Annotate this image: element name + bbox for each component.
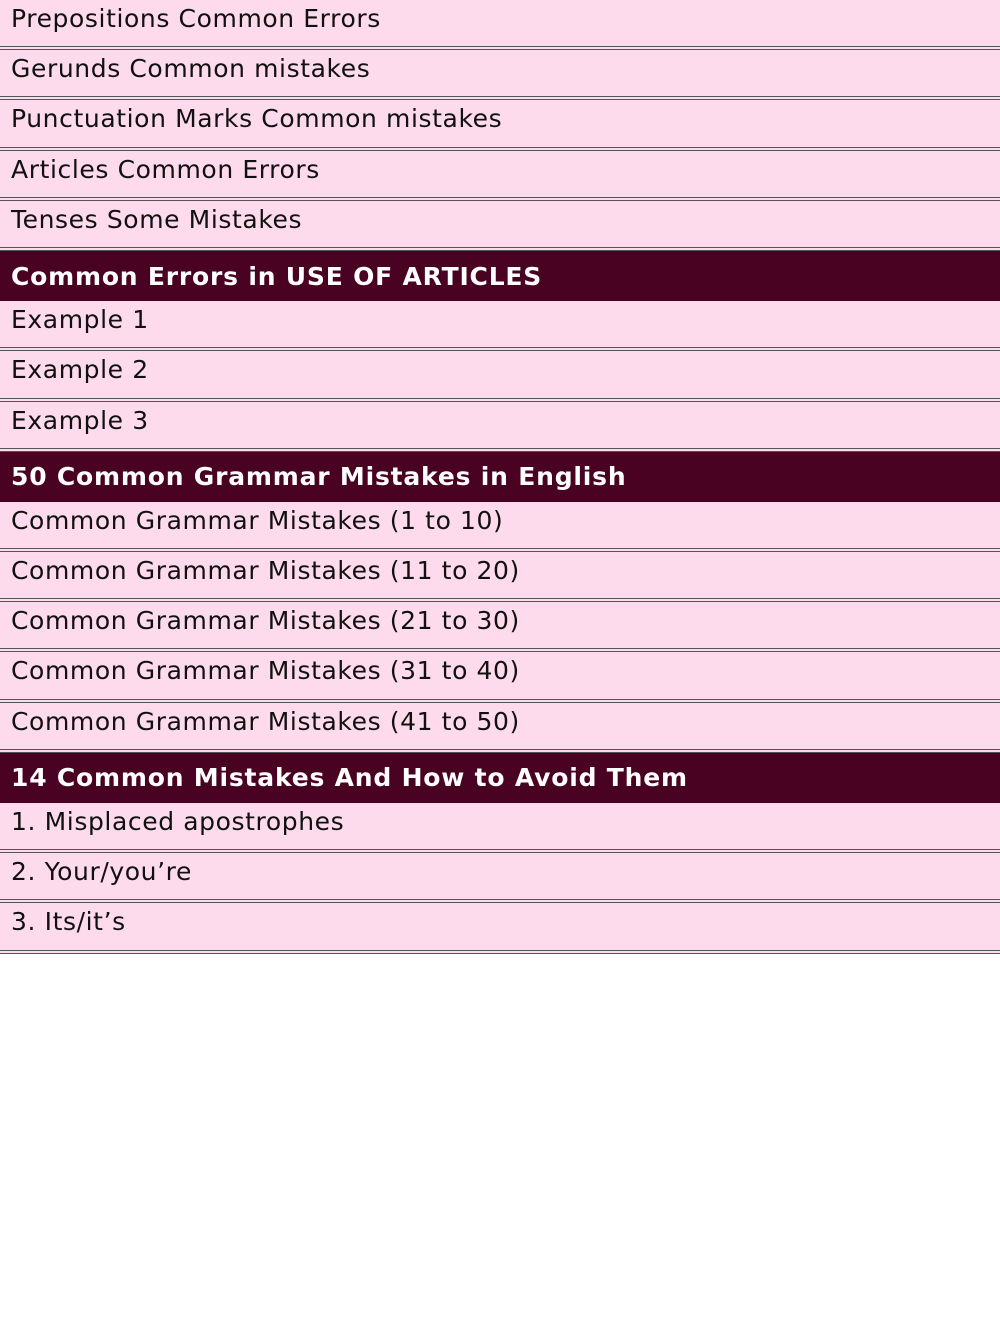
list-item[interactable] <box>0 803 1000 853</box>
list-item[interactable] <box>0 100 1000 150</box>
section-header-label: 14 Common Mistakes And How to Avoid Them <box>11 763 688 793</box>
list-item-label: 2. Your/you’re <box>11 857 192 887</box>
list-item-label: Common Grammar Mistakes (11 to 20) <box>11 556 520 586</box>
list-item[interactable] <box>0 0 1000 50</box>
list-item[interactable] <box>0 602 1000 652</box>
list-item-label: Gerunds Common mistakes <box>11 54 371 84</box>
list-item[interactable] <box>0 853 1000 903</box>
list-item-label: 3. Its/it’s <box>11 907 126 937</box>
list-item-label: Articles Common Errors <box>11 154 320 184</box>
list-item-label: 1. Misplaced apostrophes <box>11 807 345 836</box>
section-header <box>0 753 1000 803</box>
list-item-label: Tenses Some Mistakes <box>11 204 303 234</box>
list-item-label: Example 1 <box>11 305 149 335</box>
list-item[interactable] <box>0 652 1000 702</box>
list-item[interactable] <box>0 552 1000 602</box>
section-header <box>0 452 1000 502</box>
list-item[interactable] <box>0 502 1000 552</box>
section-header <box>0 251 1000 301</box>
list-item[interactable] <box>0 903 1000 953</box>
list-item[interactable] <box>0 402 1000 452</box>
list-item[interactable] <box>0 50 1000 100</box>
section-header-label: 50 Common Grammar Mistakes in English <box>11 462 627 492</box>
list-item-label: Common Grammar Mistakes (41 to 50) <box>11 706 520 736</box>
list-item-label: Common Grammar Mistakes (21 to 30) <box>11 606 520 636</box>
list-item-label: Punctuation Marks Common mistakes <box>11 104 503 134</box>
list-item-label: Example 3 <box>11 405 149 435</box>
list-item-label: Common Grammar Mistakes (31 to 40) <box>11 656 520 686</box>
list-item-label: Common Grammar Mistakes (1 to 10) <box>11 505 504 535</box>
list-item[interactable] <box>0 301 1000 351</box>
list-item[interactable] <box>0 351 1000 401</box>
list-item-label: Example 2 <box>11 355 149 385</box>
list-item[interactable] <box>0 703 1000 753</box>
list-item[interactable] <box>0 201 1000 251</box>
list-item[interactable] <box>0 151 1000 201</box>
list-item-label: Prepositions Common Errors <box>11 4 381 33</box>
section-header-label: Common Errors in USE OF ARTICLES <box>11 261 543 291</box>
